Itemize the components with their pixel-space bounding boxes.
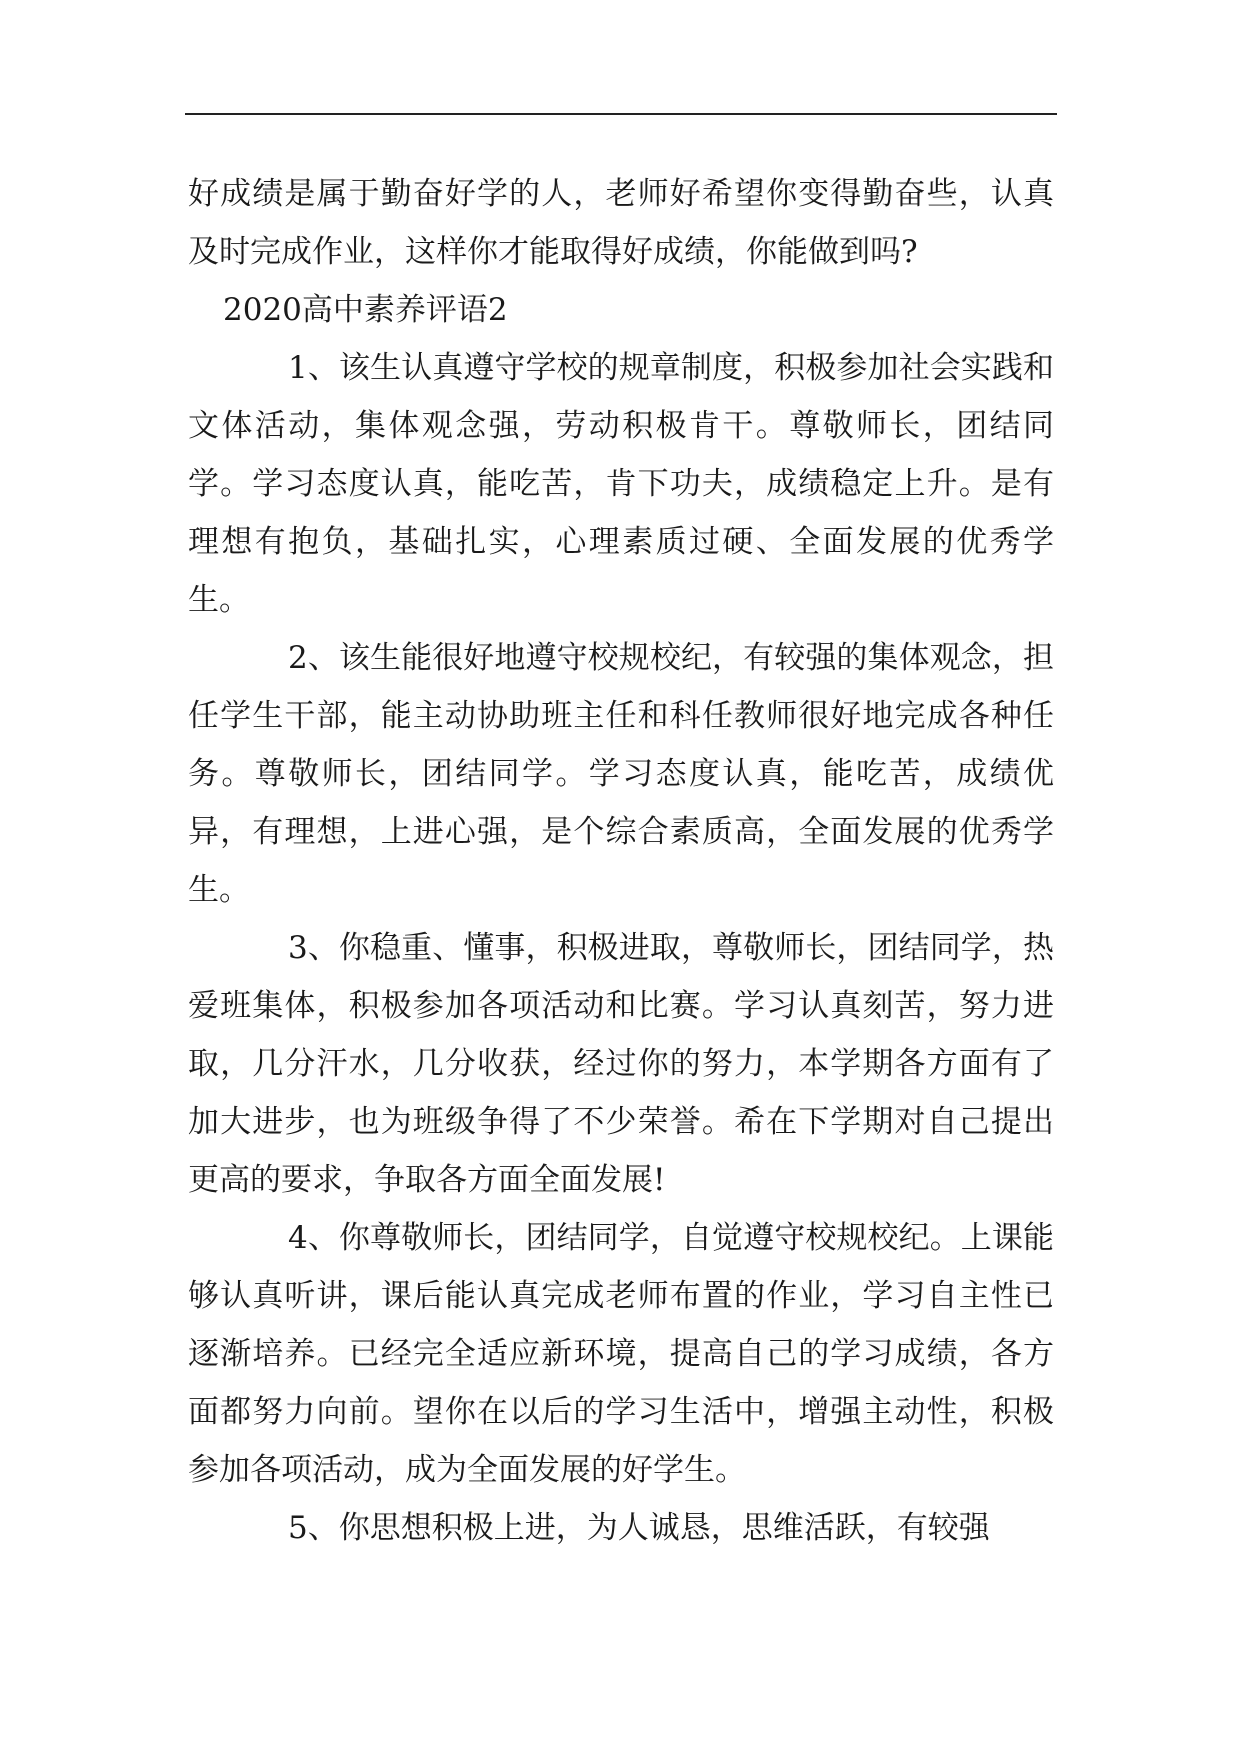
document-body	[188, 165, 1054, 1557]
paragraph-continuation: 好成绩是属于勤奋好学的人，老师好希望你变得勤奋些，认真及时完成作业，这样你才能取得好成绩，你能做到吗?	[188, 176, 1054, 270]
paragraph-item-2: 2、该生能很好地遵守校规校纪，有较强的集体观念，担任学生干部，能主动协助班主任和科任教师很好地完成各种任务。尊敬师长，团结同学。学习态度认真，能吃苦，成绩优异，有理想，上进心强，是个综合素质高，全面发展的优秀学生。	[188, 640, 1054, 908]
paragraph-item-5: 5、你思想积极上进，为人诚恳，思维活跃，有较强	[288, 1510, 990, 1546]
paragraph-item-1: 1、该生认真遵守学校的规章制度，积极参加社会实践和文体活动，集体观念强，劳动积极肯干。尊敬师长，团结同学。学习态度认真，能吃苦，肯下功夫，成绩稳定上升。是有理想有抱负，基础扎实，心理素质过硬、全面发展的优秀学生。	[188, 350, 1054, 618]
paragraph-item-4: 4、你尊敬师长，团结同学，自觉遵守校规校纪。上课能够认真听讲，课后能认真完成老师布置的作业，学习自主性已逐渐培养。已经完全适应新环境，提高自己的学习成绩，各方面都努力向前。望你在以后的学习生活中，增强主动性，积极参加各项活动，成为全面发展的好学生。	[188, 1220, 1054, 1488]
header-rule	[185, 113, 1057, 115]
section-heading: 2020高中素养评语2	[223, 292, 508, 328]
paragraph-item-3: 3、你稳重、懂事，积极进取，尊敬师长，团结同学，热爱班集体，积极参加各项活动和比赛。学习认真刻苦，努力进取，几分汗水，几分收获，经过你的努力，本学期各方面有了加大进步，也为班级争得了不少荣誉。希在下学期对自己提出更高的要求，争取各方面全面发展!	[188, 930, 1054, 1198]
